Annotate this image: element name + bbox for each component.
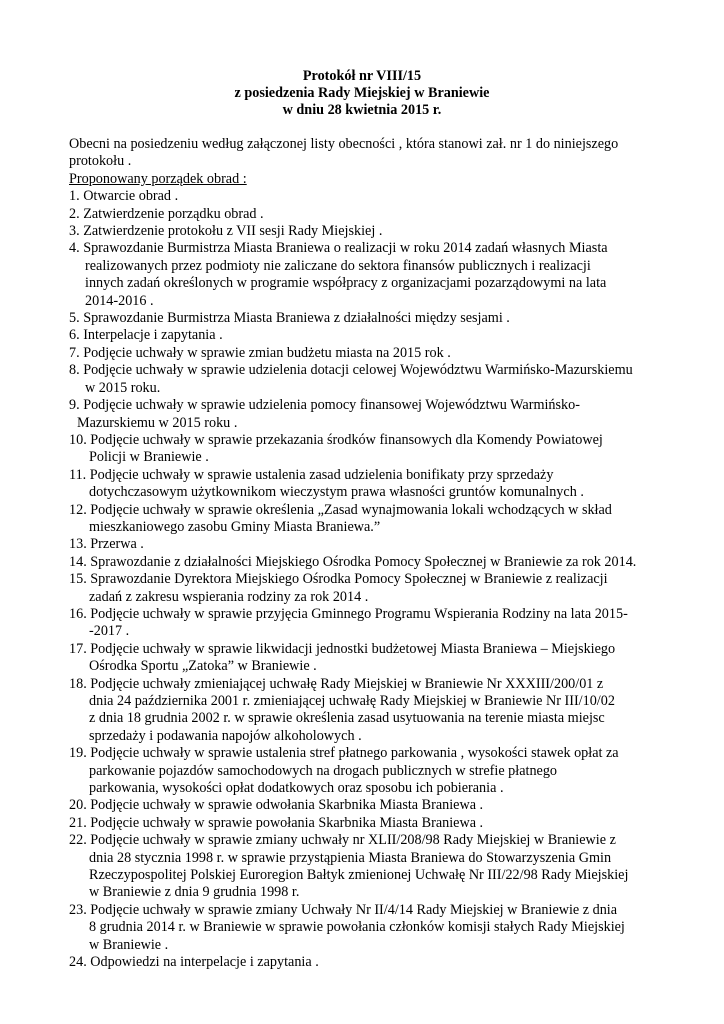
agenda-item-continuation: dotychczasowym użytkownikom wieczystym prawa własności gruntów komunalnych . [89,484,584,501]
agenda-item-line: 22. Podjęcie uchwały w sprawie zmiany uchwały nr XLII/208/98 Rady Miejskiej w Braniewie z [69,832,616,849]
agenda-heading: Proponowany porządek obrad : [69,170,247,187]
agenda-item-line: 5. Sprawozdanie Burmistrza Miasta Braniewa z działalności między sesjami . [69,310,510,327]
agenda-item-continuation: dnia 28 stycznia 1998 r. w sprawie przystąpienia Miasta Braniewa do Stowarzyszenia Gmin [89,849,612,866]
agenda-item [69,536,659,553]
agenda-item-continuation: z dnia 18 grudnia 2002 r. w sprawie określenia zasad usytuowania na terenie miasta miejsc [89,710,605,727]
agenda-item [69,815,659,832]
agenda-item-continuation: w Braniewie . [89,936,169,953]
agenda-item-continuation: -2017 . [89,623,130,640]
agenda-item-line: 21. Podjęcie uchwały w sprawie powołania Skarbnika Miasta Braniewa . [69,814,484,831]
agenda-item-line: 17. Podjęcie uchwały w sprawie likwidacji jednostki budżetowej Miasta Braniewa – Miejskiego [69,640,616,657]
agenda-item-line: 18. Podjęcie uchwały zmieniającej uchwałę Rady Miejskiej w Braniewie Nr XXXIII/200/01 z [69,675,604,692]
agenda-item-line: 6. Interpelacje i zapytania . [69,327,223,344]
agenda-item-continuation: 8 grudnia 2014 r. w Braniewie w sprawie powołania członków komisji stałych Rady Miejskiej [89,919,625,936]
agenda-list [69,188,659,971]
agenda-item-continuation: 2014-2016 . [85,292,154,309]
agenda-item [69,327,659,344]
title-session: z posiedzenia Rady Miejskiej w Braniewie [234,85,490,101]
agenda-item [69,310,659,327]
agenda-item-continuation: sprzedaży i podawania napojów alkoholowych . [89,727,362,744]
agenda-item-line: 7. Podjęcie uchwały w sprawie zmian budżetu miasta na 2015 rok . [69,344,451,361]
agenda-item-line: 14. Sprawozdanie z działalności Miejskiego Ośrodka Pomocy Społecznej w Braniewie za rok 2014. [69,553,637,570]
agenda-item [69,362,659,397]
agenda-item [69,240,659,310]
agenda-item [69,641,659,676]
agenda-item-continuation: Mazurskiemu w 2015 roku . [77,414,238,431]
agenda-item [69,397,659,432]
agenda-item [69,554,659,571]
agenda-item [69,432,659,467]
agenda-item-continuation: innych zadań określonych w programie współpracy z organizacjami pozarządowymi na lata [85,275,607,292]
agenda-item-line: 12. Podjęcie uchwały w sprawie określenia „Zasad wynajmowania lokali wchodzących w skład [69,501,612,518]
agenda-item [69,902,659,954]
agenda-item-continuation: dnia 24 października 2001 r. zmieniającej uchwałę Rady Miejskiej w Braniewie Nr III/10/02 [89,693,615,709]
document-header [0,68,724,119]
attendance-line: Obecni na posiedzeniu według załączonej listy obecności , która stanowi zał. nr 1 do niniejszego [69,136,619,152]
agenda-item [69,571,659,606]
agenda-item-line: 8. Podjęcie uchwały w sprawie udzielenia dotacji celowej Województwu Warmińsko-Mazurskiemu [69,362,633,379]
agenda-item [69,188,659,205]
agenda-item [69,797,659,814]
agenda-item-continuation: w Braniewie z dnia 9 grudnia 1998 r. [89,884,300,901]
agenda-item-continuation: mieszkaniowego zasobu Gminy Miasta Braniewa.” [89,518,381,535]
agenda-item [69,206,659,223]
agenda-item-continuation: Policji w Braniewie . [89,449,209,466]
agenda-item-continuation: Rzeczypospolitej Polskiej Euroregion Bałtyk zmienionej Uchwałę Nr III/22/98 Rady Miejskiej [89,867,629,884]
agenda-item [69,345,659,362]
agenda-item-line: 15. Sprawozdanie Dyrektora Miejskiego Ośrodka Pomocy Społecznej w Braniewie z realizacji [69,571,608,588]
agenda-item-line: 1. Otwarcie obrad . [69,188,179,205]
agenda-item-continuation: parkowania, wysokości opłat dodatkowych oraz sposobu ich pobierania . [89,780,504,797]
agenda-item-line: 23. Podjęcie uchwały w sprawie zmiany Uchwały Nr II/4/14 Rady Miejskiej w Braniewie z dnia [69,901,618,918]
agenda-item [69,954,659,971]
agenda-item-line: 13. Przerwa . [69,536,144,553]
agenda-item-line: 9. Podjęcie uchwały w sprawie udzielenia pomocy finansowej Województwu Warmińsko- [69,397,580,414]
agenda-item [69,676,659,746]
agenda-item-line: 16. Podjęcie uchwały w sprawie przyjęcia Gminnego Programu Wspierania Rodziny na lata 2015- [69,605,628,622]
agenda-item-line: 24. Odpowiedzi na interpelacje i zapytania . [69,954,319,971]
agenda-item-continuation: w 2015 roku. [85,379,161,396]
title-date: w dniu 28 kwietnia 2015 r. [282,102,442,118]
attendance-line: protokołu . [69,153,132,170]
agenda-item-line: 3. Zatwierdzenie protokołu z VII sesji Rady Miejskiej . [69,223,383,240]
attendance-paragraph [69,136,659,171]
agenda-item-line: 2. Zatwierdzenie porządku obrad . [69,205,264,222]
agenda-item [69,745,659,797]
agenda-item-line: 19. Podjęcie uchwały w sprawie ustalenia stref płatnego parkowania , wysokości stawek opłat za [69,745,619,762]
agenda-item-continuation: parkowanie pojazdów samochodowych na drogach publicznych w strefie płatnego [89,762,558,779]
agenda-item-continuation: Ośrodka Sportu „Zatoka” w Braniewie . [89,658,317,675]
agenda-item-line: 11. Podjęcie uchwały w sprawie ustalenia zasad udzielenia bonifikaty przy sprzedaży [69,466,554,483]
agenda-item-line: 20. Podjęcie uchwały w sprawie odwołania Skarbnika Miasta Braniewa . [69,797,484,814]
agenda-item [69,606,659,641]
agenda-item-line: 4. Sprawozdanie Burmistrza Miasta Braniewa o realizacji w roku 2014 zadań własnych Miasta [69,240,608,257]
agenda-item [69,832,659,902]
agenda-item-continuation: zadań z zakresu wspierania rodziny za rok 2014 . [89,588,369,605]
agenda-item [69,467,659,502]
agenda-item-line: 10. Podjęcie uchwały w sprawie przekazania środków finansowych dla Komendy Powiatowej [69,431,603,448]
document-body [69,136,659,972]
agenda-item [69,502,659,537]
agenda-item [69,223,659,240]
title-protocol-number: Protokół nr VIII/15 [302,68,422,84]
agenda-item-continuation: realizowanych przez podmioty nie zaliczane do sektora finansów publicznych i realizacji [85,257,591,274]
